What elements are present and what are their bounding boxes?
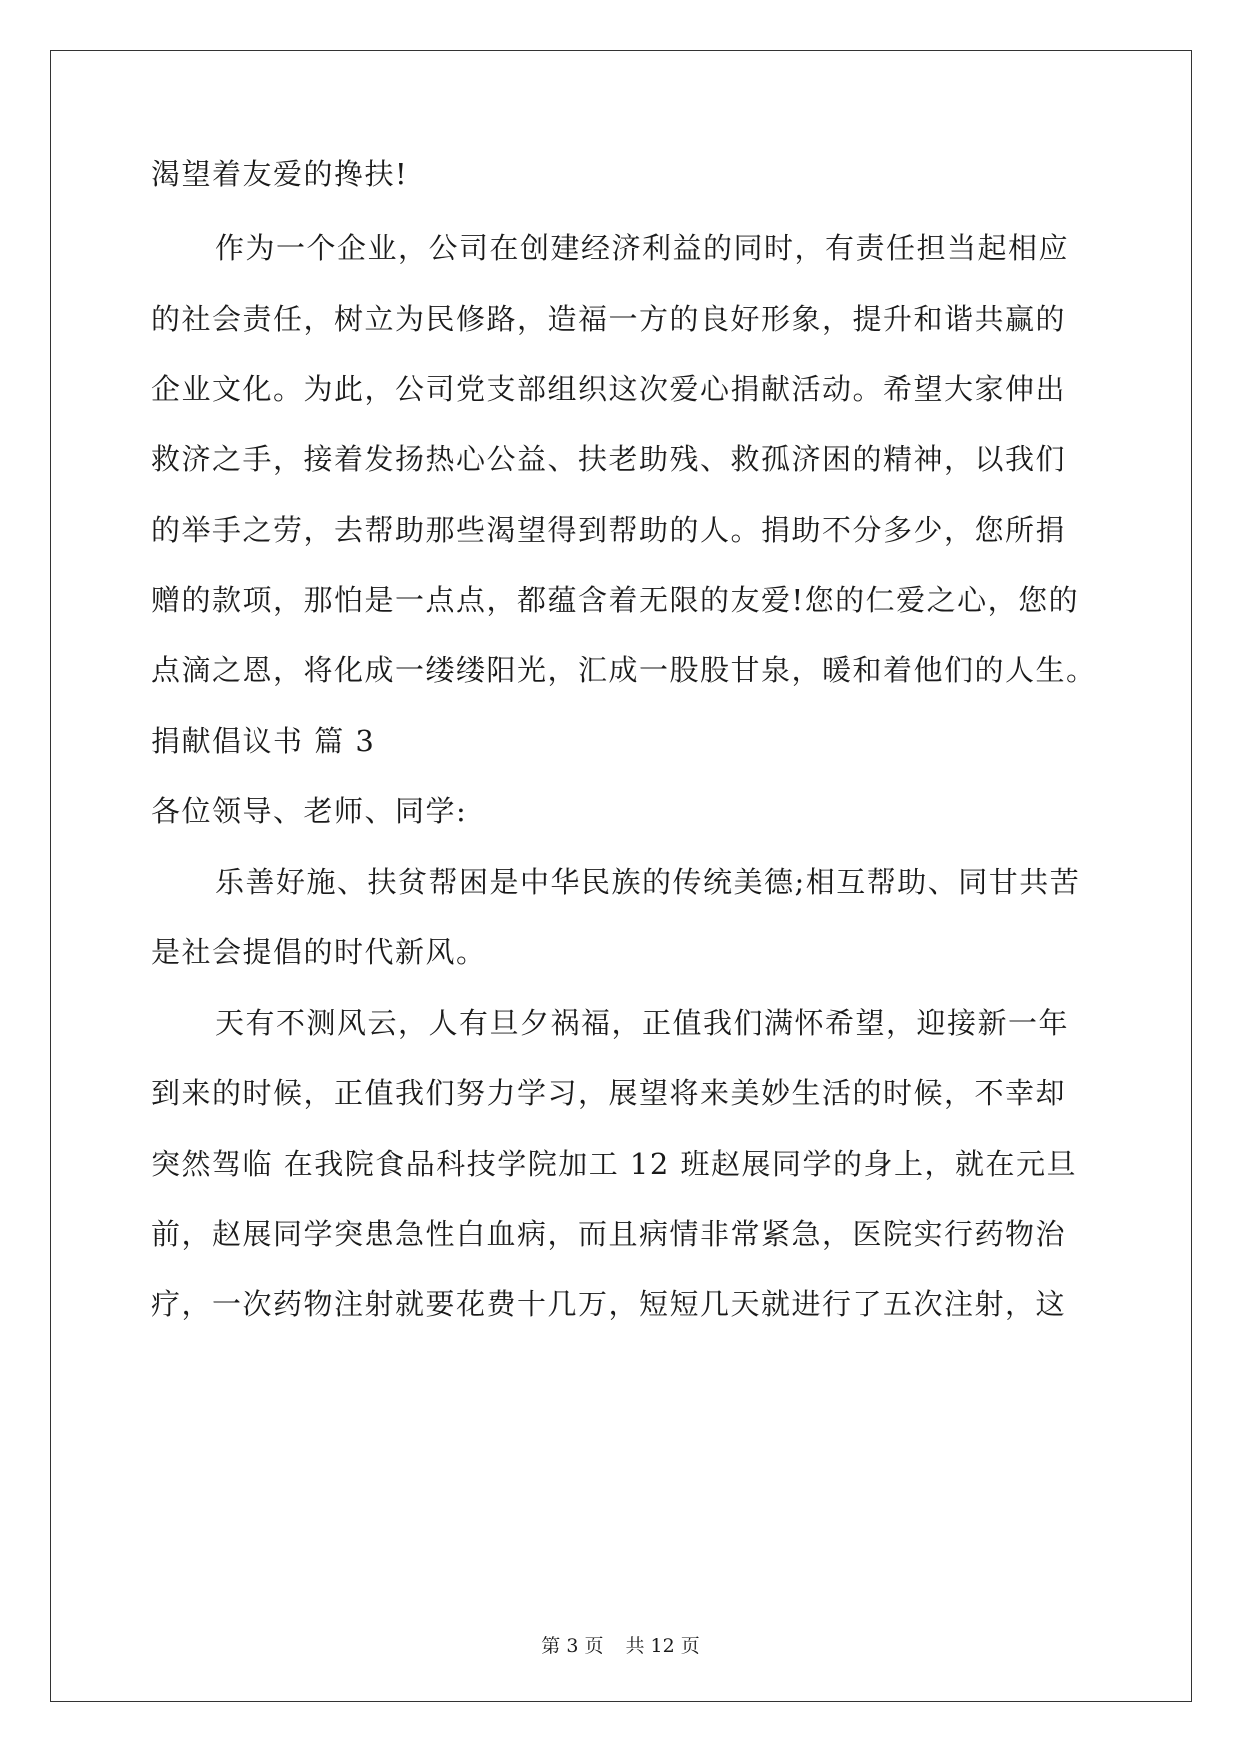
section-heading: 捐献倡议书 篇 3: [151, 724, 376, 758]
paragraph-line: 乐善好施、扶贫帮困是中华民族的传统美德;相互帮助、同甘共苦: [215, 865, 1081, 899]
page-number: 第 3 页: [541, 1635, 604, 1657]
paragraph-line: 天有不测风云，人有旦夕祸福，正值我们满怀希望，迎接新一年: [215, 1006, 1070, 1040]
paragraph-line: 作为一个企业，公司在创建经济利益的同时，有责任担当起相应: [215, 231, 1070, 265]
paragraph-line: 企业文化。为此，公司党支部组织这次爱心捐献活动。希望大家伸出: [151, 372, 1067, 406]
paragraph-line: 救济之手，接着发扬热心公益、扶老助残、救孤济困的精神，以我们: [151, 442, 1067, 476]
salutation: 各位领导、老师、同学:: [151, 794, 468, 828]
paragraph-line: 点滴之恩，将化成一缕缕阳光，汇成一股股甘泉，暖和着他们的人生。: [151, 653, 1097, 687]
paragraph-line: 突然驾临 在我院食品科技学院加工 12 班赵展同学的身上，就在元旦: [151, 1147, 1078, 1181]
paragraph-line: 的举手之劳，去帮助那些渴望得到帮助的人。捐助不分多少，您所捐: [151, 513, 1067, 547]
page-total: 共 12 页: [625, 1635, 700, 1657]
paragraph-line: 渴望着友爱的搀扶!: [151, 157, 409, 191]
paragraph-line: 是社会提倡的时代新风。: [151, 935, 487, 969]
paragraph-line: 的社会责任，树立为民修路，造福一方的良好形象，提升和谐共赢的: [151, 302, 1067, 336]
paragraph-line: 赠的款项，那怕是一点点，都蕴含着无限的友爱!您的仁爱之心，您的: [151, 583, 1080, 617]
paragraph-line: 疗，一次药物注射就要花费十几万，短短几天就进行了五次注射，这: [151, 1287, 1067, 1321]
paragraph-line: 到来的时候，正值我们努力学习，展望将来美妙生活的时候，不幸却: [151, 1076, 1067, 1110]
paragraph-line: 前，赵展同学突患急性白血病，而且病情非常紧急，医院实行药物治: [151, 1217, 1067, 1251]
page-footer: [0, 1631, 1241, 1658]
